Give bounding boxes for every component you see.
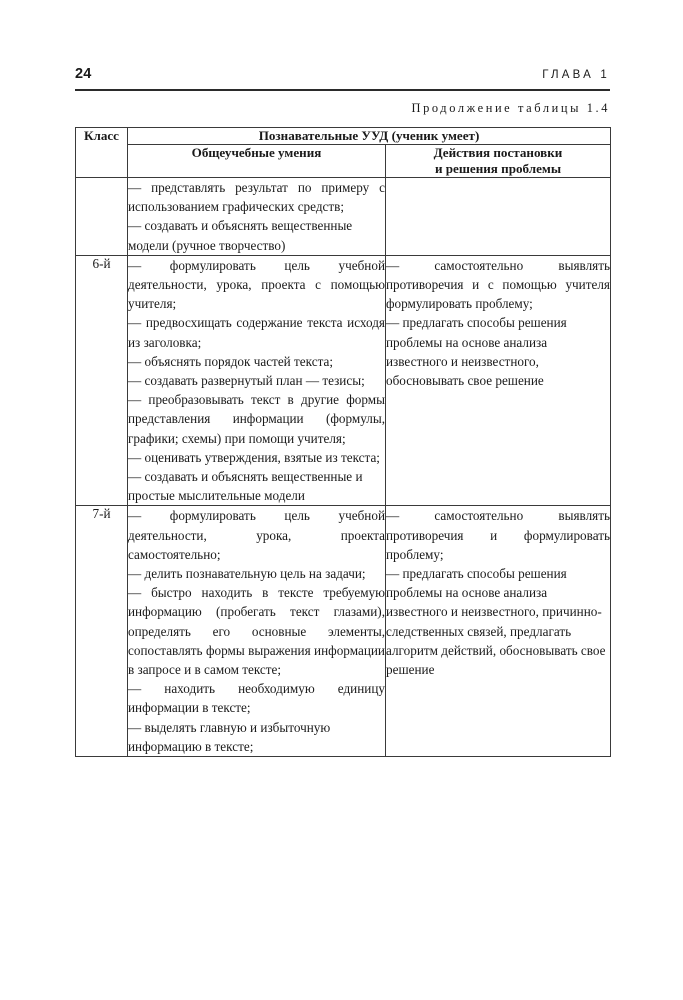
header-problem-actions-line1: Действия постановки xyxy=(433,144,563,160)
table-caption: Продолжение таблицы 1.4 xyxy=(411,101,610,115)
table-row xyxy=(76,506,611,757)
list-item: — оценивать утверждения, взятые из текста; xyxy=(128,449,380,465)
table-container xyxy=(75,127,610,757)
header-class: Класс xyxy=(76,128,128,178)
list-item: — быстро находить в тексте требуемую информацию (пробегать текст глазами), определять его основные элементы, сопоставлять формы выражения информации в запросе и в самом тексте; xyxy=(128,585,385,677)
list-item: — предвосхищать содержание текста исходя из заголовка; xyxy=(128,315,385,350)
list-item: — находить необходимую единицу информации в тексте; xyxy=(128,681,385,716)
general-skills-cell xyxy=(128,506,386,757)
table-head xyxy=(76,128,611,178)
chapter-label: ГЛАВА 1 xyxy=(542,69,610,81)
list-item: — выделять главную и избыточную информацию в тексте; xyxy=(128,719,331,754)
header-problem-actions xyxy=(386,144,611,177)
uud-table xyxy=(75,127,611,757)
grade-cell: 7-й xyxy=(76,506,128,757)
header-rule xyxy=(75,89,610,91)
list-item: — создавать и объяснять вещественные модели (ручное творчество) xyxy=(128,218,353,253)
list-item: — формулировать цель учебной деятельности, урока, проекта с помощью учителя; xyxy=(128,257,385,312)
list-item: — предлагать способы решения проблемы на основе анализа известного и неизвестного, обосновывать свое решение xyxy=(386,315,567,388)
table-row xyxy=(76,255,611,506)
list-item: — самостоятельно выявлять противоречия и формулировать проблему; xyxy=(386,508,610,562)
header-problem-actions-line2: и решения проблемы xyxy=(434,160,562,176)
list-item: — делить познавательную цель на задачи; xyxy=(128,565,366,581)
list-item: — создавать и объяснять вещественные и простые мыслительные модели xyxy=(128,468,363,504)
grade-cell xyxy=(76,177,128,255)
general-skills-cell xyxy=(128,177,386,255)
running-head xyxy=(75,66,610,82)
list-item: — формулировать цель учебной деятельности, урока, проекта самостоятельно; xyxy=(128,508,385,562)
grade-cell: 6-й xyxy=(76,255,128,506)
list-item: — создавать развернутый план — тезисы; xyxy=(128,372,365,388)
problem-actions-cell xyxy=(386,177,611,255)
list-item: — предлагать способы решения проблемы на основе анализа известного и неизвестного, причинно-следственных связей, предлагать алгоритм действий, обосновывать свое решение xyxy=(386,565,606,677)
general-skills-cell xyxy=(128,255,386,506)
list-item: — самостоятельно выявлять противоречия и с помощью учителя формулировать проблему; xyxy=(386,257,610,312)
page-number: 24 xyxy=(75,66,92,82)
table-body xyxy=(76,177,611,756)
list-item: — представлять результат по примеру с использованием графических средств; xyxy=(128,179,385,215)
header-group-title: Познавательные УУД (ученик умеет) xyxy=(128,128,611,145)
problem-actions-cell xyxy=(386,506,611,757)
header-general-skills: Общеучебные умения xyxy=(128,144,386,177)
table-header-row-2 xyxy=(76,144,611,177)
list-item: — объяснять порядок частей текста; xyxy=(128,353,334,369)
table-header-row-1 xyxy=(76,128,611,145)
table-row xyxy=(76,177,611,255)
list-item: — преобразовывать текст в другие формы представления информации (формулы, графики; схемы) при помощи учителя; xyxy=(128,392,385,446)
problem-actions-cell xyxy=(386,255,611,506)
